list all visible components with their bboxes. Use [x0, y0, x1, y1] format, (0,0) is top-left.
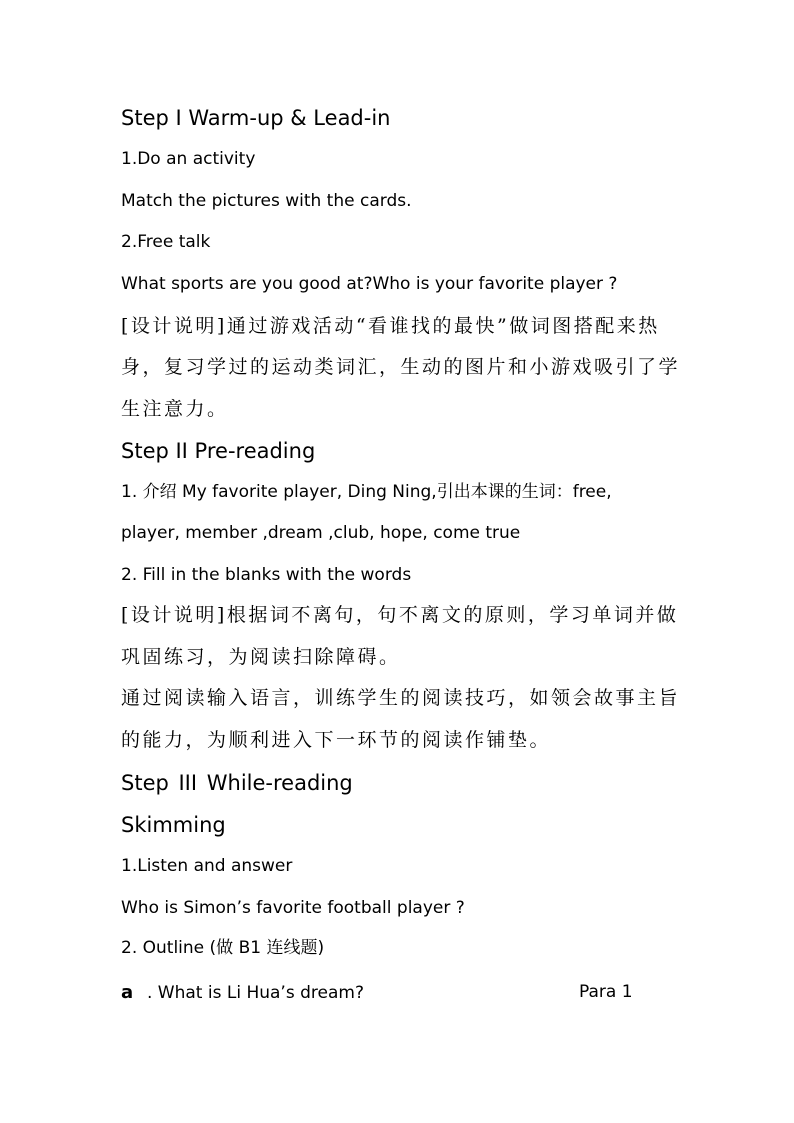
option-letter-a: a	[121, 982, 134, 1003]
activity-instruction: Match the pictures with the cards.	[121, 191, 412, 211]
design-note-1-line-3: 生注意力。	[121, 398, 229, 420]
listen-answer-item: 1.Listen and answer	[121, 856, 293, 876]
free-talk-question: What sports are you good at?Who is your favorite player ?	[121, 274, 618, 294]
step-3-heading: Step III While-reading	[121, 771, 353, 795]
free-talk-item: 2.Free talk	[121, 232, 211, 252]
outline-question-a-text: . What is Li Hua’s dream?	[147, 983, 364, 1003]
step-2-heading: Step II Pre-reading	[121, 439, 316, 463]
design-note-2-line-1: [设计说明]根据词不离句，句不离文的原则，学习单词并做	[121, 604, 679, 626]
design-note-3-line-2: 的能力，为顺利进入下一环节的阅读作铺垫。	[121, 729, 552, 751]
design-note-2-line-2: 巩固练习，为阅读扫除障碍。	[121, 646, 401, 668]
design-note-3-line-1: 通过阅读输入语言，训练学生的阅读技巧，如领会故事主旨	[121, 687, 681, 709]
skimming-heading: Skimming	[121, 813, 226, 837]
design-note-1-line-1: [设计说明]通过游戏活动“看谁找的最快”做词图搭配来热	[121, 315, 660, 337]
pre-reading-item-2: 2. Fill in the blanks with the words	[121, 565, 412, 585]
step-1-heading: Step I Warm-up & Lead-in	[121, 106, 391, 130]
pre-reading-item-1: 1. 介绍 My favorite player, Ding Ning,引出本课的生词：free,	[121, 482, 612, 502]
paragraph-label: Para 1	[579, 982, 633, 1002]
activity-item: 1.Do an activity	[121, 149, 256, 169]
outline-question-a	[121, 984, 364, 1002]
listen-answer-question: Who is Simon’s favorite football player ?	[121, 898, 465, 918]
new-words-list: player, member ,dream ,club, hope, come true	[121, 523, 521, 543]
design-note-1-line-2: 身，复习学过的运动类词汇，生动的图片和小游戏吸引了学	[121, 356, 681, 378]
outline-item: 2. Outline (做 B1 连线题)	[121, 938, 325, 958]
